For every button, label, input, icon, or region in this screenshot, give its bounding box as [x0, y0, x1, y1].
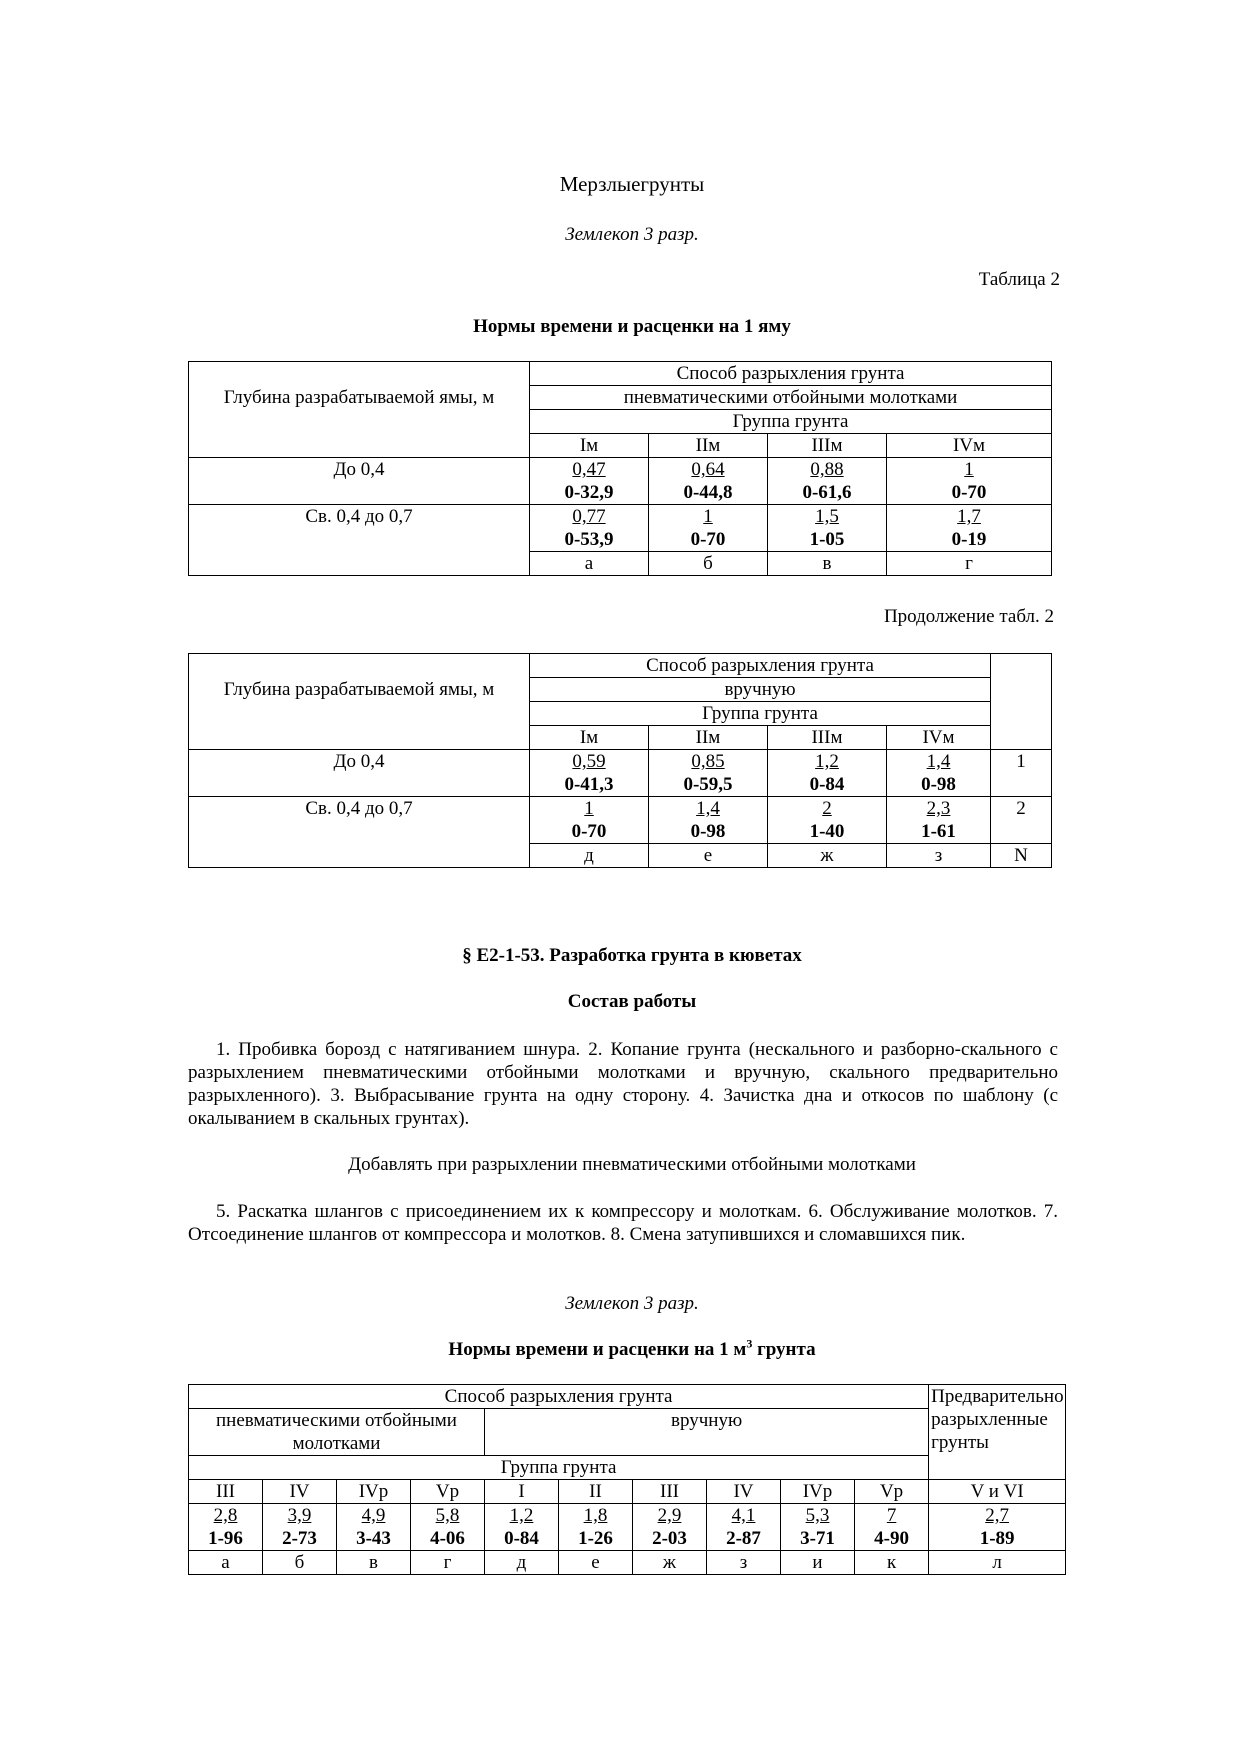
t1-letter: г — [887, 552, 1052, 576]
t3-letter: г — [411, 1551, 485, 1575]
t2-letter: д — [530, 844, 649, 868]
t2-depth: До 0,4 — [189, 750, 530, 797]
norm-value: 0,77 — [572, 506, 606, 527]
t3-letters-row — [189, 1551, 1066, 1575]
table1-title: Нормы времени и расценки на 1 яму — [473, 316, 791, 337]
table3-title-text: Нормы времени и расценки на 1 м — [448, 1339, 747, 1360]
t2-n-label: N — [991, 844, 1052, 868]
t3-cell — [707, 1504, 781, 1551]
t3-cell — [559, 1504, 633, 1551]
norm-value: 1,4 — [696, 798, 720, 819]
t1-depth-header: Глубина разрабатываемой ямы, м — [189, 362, 530, 434]
t2-method-sub: вручную — [530, 678, 991, 702]
t2-cell — [530, 750, 649, 797]
t1-cell — [530, 505, 649, 552]
norm-value: 0,47 — [572, 459, 606, 480]
norm-value: 4,1 — [731, 1505, 756, 1526]
t2-row-number: 2 — [991, 797, 1052, 844]
table-row — [189, 1504, 1066, 1551]
t3-manual-header: вручную — [485, 1409, 929, 1456]
t1-method-header: Способ разрыхления грунта — [530, 362, 1052, 386]
rate-value: 0-53,9 — [564, 529, 614, 550]
t3-letter: л — [929, 1551, 1066, 1575]
t2-cell — [768, 797, 887, 844]
table-row — [189, 458, 1052, 505]
rate-value: 1-26 — [578, 1528, 613, 1549]
t3-group: IV — [263, 1480, 337, 1504]
t1-cell — [649, 505, 768, 552]
t3-group: IV — [707, 1480, 781, 1504]
norm-value: 0,59 — [572, 751, 606, 772]
worker-label-1: Землекоп 3 разр. — [565, 224, 699, 245]
composition-paragraph-2 — [188, 1200, 1058, 1246]
t2-cell — [887, 750, 991, 797]
t1-letter: в — [768, 552, 887, 576]
rate-value: 0-84 — [504, 1528, 539, 1549]
t1-cell — [649, 458, 768, 505]
table-row — [189, 750, 1052, 797]
t3-group: II — [559, 1480, 633, 1504]
norm-value: 1 — [703, 506, 713, 527]
t3-letter: з — [707, 1551, 781, 1575]
rate-value: 1-05 — [809, 529, 845, 550]
t1-cell — [768, 458, 887, 505]
rate-value: 0-70 — [951, 482, 987, 503]
t2-group-2: IIм — [649, 726, 768, 750]
norm-value: 2,3 — [926, 798, 951, 819]
rate-value: 0-44,8 — [683, 482, 733, 503]
norms-table-3 — [188, 1384, 1066, 1575]
norm-value: 7 — [886, 1505, 897, 1526]
rate-value: 2-03 — [652, 1528, 687, 1549]
rate-value: 1-96 — [208, 1528, 243, 1549]
norm-value: 3,9 — [287, 1505, 312, 1526]
rate-value: 4-90 — [874, 1528, 909, 1549]
t3-group: V и VI — [929, 1480, 1066, 1504]
t1-group-2: IIм — [649, 434, 768, 458]
t1-letter: а — [530, 552, 649, 576]
t2-letter: е — [649, 844, 768, 868]
worker-label-2: Землекоп 3 разр. — [565, 1293, 699, 1314]
t2-cell — [649, 797, 768, 844]
t2-empty — [991, 726, 1052, 750]
norm-value: 2,7 — [985, 1505, 1010, 1526]
rate-value: 1-89 — [979, 1528, 1015, 1549]
rate-value: 0-32,9 — [564, 482, 614, 503]
t2-depth-header: Глубина разрабатываемой ямы, м — [189, 654, 530, 726]
t2-cell — [649, 750, 768, 797]
t3-preloosened-header: Предварительно разрыхленные грунты — [929, 1385, 1066, 1480]
rate-value: 3-71 — [800, 1528, 835, 1549]
t3-group: III — [189, 1480, 263, 1504]
rate-value: 0-19 — [951, 529, 987, 550]
composition-paragraph-1 — [188, 1038, 1058, 1130]
t2-group-3: IIIм — [768, 726, 887, 750]
t3-cell — [263, 1504, 337, 1551]
table-row — [189, 505, 1052, 552]
norms-table-2 — [188, 653, 1052, 868]
norm-value: 1,7 — [957, 506, 981, 527]
t1-depth: Св. 0,4 до 0,7 — [189, 505, 530, 576]
table3-title — [0, 1336, 1240, 1361]
norms-table-1 — [188, 361, 1052, 576]
rate-value: 0-41,3 — [564, 774, 614, 795]
rate-value: 3-43 — [356, 1528, 391, 1549]
t2-cell — [530, 797, 649, 844]
norm-value: 1,4 — [926, 751, 951, 772]
norm-value: 5,8 — [435, 1505, 460, 1526]
norm-value: 1,8 — [583, 1505, 608, 1526]
t3-cell — [411, 1504, 485, 1551]
t2-letter: з — [887, 844, 991, 868]
t3-pneumatic-header: пневматическими отбойными молотками — [189, 1409, 485, 1456]
rate-value: 1-61 — [921, 821, 956, 842]
t3-group: IVр — [337, 1480, 411, 1504]
continuation-label: Продолжение табл. 2 — [883, 606, 1054, 627]
t2-n-header — [991, 654, 1052, 726]
t1-cell — [530, 458, 649, 505]
t3-letter: д — [485, 1551, 559, 1575]
rate-value: 0-98 — [921, 774, 956, 795]
rate-value: 0-84 — [809, 774, 845, 795]
t2-cell — [768, 750, 887, 797]
add-note: Добавлять при разрыхлении пневматическими отбойными молотками — [348, 1154, 916, 1175]
t1-cell — [887, 505, 1052, 552]
t3-cell — [189, 1504, 263, 1551]
t2-depth: Св. 0,4 до 0,7 — [189, 797, 530, 868]
t2-empty — [189, 726, 530, 750]
norm-value: 2 — [822, 798, 832, 819]
rate-value: 0-70 — [690, 529, 726, 550]
rate-value: 0-98 — [690, 821, 726, 842]
t3-letter: и — [781, 1551, 855, 1575]
rate-value: 0-59,5 — [683, 774, 733, 795]
table-label: Таблица 2 — [978, 269, 1060, 290]
t3-letter: ж — [633, 1551, 707, 1575]
norm-value: 1,5 — [815, 506, 839, 527]
paragraph-text: 5. Раскатка шлангов с присоединением их к компрессору и молоткам. 6. Обслуживание молотков. 7. Отсоединение шлангов от компрессора и молотков. 8. Смена затупившихся и сломавшихся пик. — [188, 1201, 1058, 1245]
t1-group-4: IVм — [887, 434, 1052, 458]
t3-letter: б — [263, 1551, 337, 1575]
t3-letter: в — [337, 1551, 411, 1575]
t2-method-header: Способ разрыхления грунта — [530, 654, 991, 678]
t2-group-1: Iм — [530, 726, 649, 750]
table-row — [189, 797, 1052, 844]
t1-depth: До 0,4 — [189, 458, 530, 505]
t3-method-header: Способ разрыхления грунта — [189, 1385, 929, 1409]
table3-title-sup: 3 — [746, 1336, 753, 1351]
t1-group-3: IIIм — [768, 434, 887, 458]
norm-value: 0,64 — [691, 459, 725, 480]
t3-group-header: Группа грунта — [189, 1456, 929, 1480]
composition-title: Состав работы — [567, 991, 697, 1012]
t2-group-4: IVм — [887, 726, 991, 750]
t3-cell — [855, 1504, 929, 1551]
paragraph-text: 1. Пробивка борозд с натягиванием шнура. 2. Копание грунта (нескального и разборно-скального с разрыхлением пневматическими отбойными молотками и вручную, скального предварительно разрыхленного). 3. Выбрасывание грунта на одну сторону. 4. Зачистка дна и откосов по шаблону (с окалыванием в скальных грунтах). — [188, 1039, 1058, 1129]
t1-cell — [768, 505, 887, 552]
norm-value: 4,9 — [361, 1505, 386, 1526]
norm-value: 0,88 — [810, 459, 844, 480]
page-heading: Мерзлыегрунты — [559, 172, 705, 196]
t3-letter: а — [189, 1551, 263, 1575]
t3-cell — [337, 1504, 411, 1551]
norm-value: 5,3 — [805, 1505, 830, 1526]
t3-group: III — [633, 1480, 707, 1504]
norm-value: 1,2 — [815, 751, 839, 772]
norm-value: 1 — [584, 798, 594, 819]
section-title: § Е2-1-53. Разработка грунта в кюветах — [462, 945, 802, 966]
rate-value: 2-73 — [282, 1528, 317, 1549]
t2-cell — [887, 797, 991, 844]
norm-value: 2,9 — [657, 1505, 682, 1526]
rate-value: 0-70 — [571, 821, 607, 842]
t3-group: IVр — [781, 1480, 855, 1504]
t1-group-header: Группа грунта — [530, 410, 1052, 434]
t3-group: I — [485, 1480, 559, 1504]
rate-value: 0-61,6 — [802, 482, 852, 503]
norm-value: 1 — [964, 459, 974, 480]
norm-value: 0,85 — [691, 751, 725, 772]
t1-group-1: Iм — [530, 434, 649, 458]
t2-group-header: Группа грунта — [530, 702, 991, 726]
t3-groups-row — [189, 1480, 1066, 1504]
rate-value: 2-87 — [726, 1528, 761, 1549]
t1-empty — [189, 434, 530, 458]
norm-value: 1,2 — [509, 1505, 534, 1526]
norm-value: 2,8 — [213, 1505, 238, 1526]
t2-row-number: 1 — [991, 750, 1052, 797]
t3-letter: е — [559, 1551, 633, 1575]
t1-letter: б — [649, 552, 768, 576]
table3-title-suffix: грунта — [752, 1339, 816, 1360]
t3-group: Vр — [855, 1480, 929, 1504]
t3-cell — [485, 1504, 559, 1551]
t3-cell — [781, 1504, 855, 1551]
t1-cell — [887, 458, 1052, 505]
t3-letter: к — [855, 1551, 929, 1575]
t2-letter: ж — [768, 844, 887, 868]
t3-group: Vр — [411, 1480, 485, 1504]
t1-method-sub: пневматическими отбойными молотками — [530, 386, 1052, 410]
t3-cell — [633, 1504, 707, 1551]
rate-value: 4-06 — [430, 1528, 465, 1549]
rate-value: 1-40 — [809, 821, 845, 842]
t3-cell — [929, 1504, 1066, 1551]
